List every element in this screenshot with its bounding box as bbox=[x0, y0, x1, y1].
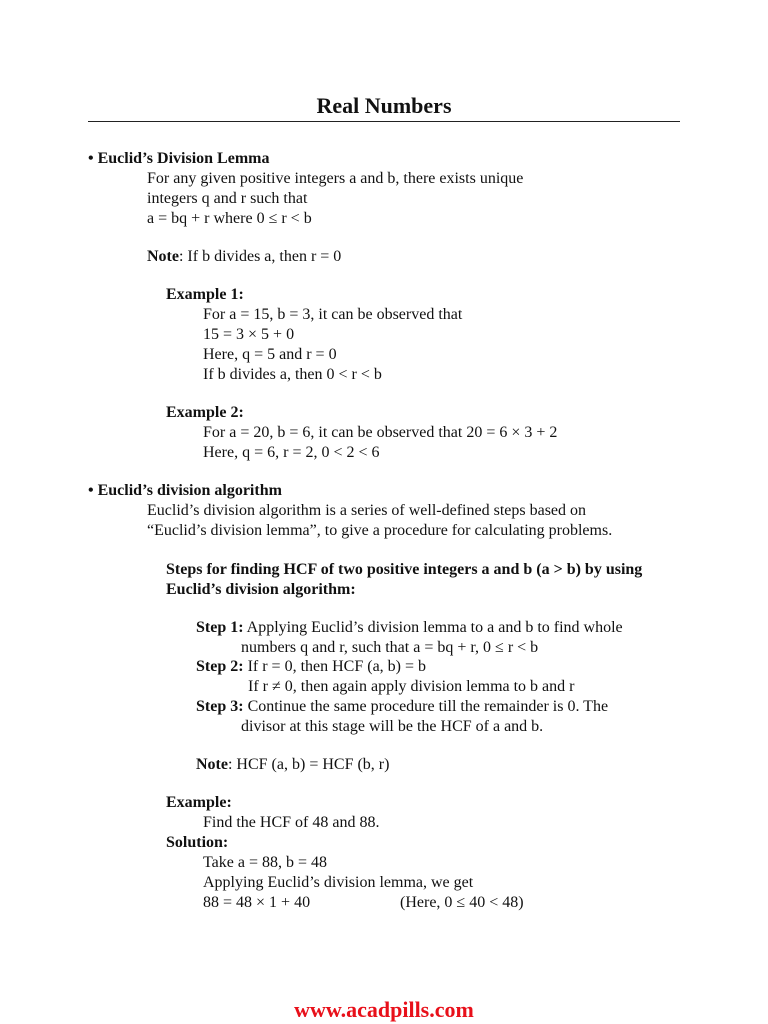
example-1-line-2: 15 = 3 × 5 + 0 bbox=[203, 326, 295, 343]
solution-label: Solution: bbox=[166, 834, 229, 851]
example-1-line-1: For a = 15, b = 3, it can be observed that bbox=[203, 306, 463, 323]
title-underline bbox=[88, 121, 680, 122]
section-heading-algorithm: • Euclid’s division algorithm bbox=[88, 482, 282, 499]
solution-line-1: Take a = 88, b = 48 bbox=[203, 854, 328, 871]
steps-heading-line-1: Steps for finding HCF of two positive integers a and b (a > b) by using bbox=[166, 561, 643, 578]
solution-line-2: Applying Euclid’s division lemma, we get bbox=[203, 874, 474, 891]
hcf-note-text: : HCF (a, b) = HCF (b, r) bbox=[227, 756, 390, 773]
lemma-line-1: For any given positive integers a and b, there exists unique bbox=[147, 170, 524, 187]
step-3 bbox=[196, 697, 608, 717]
example-1-line-4: If b divides a, then 0 < r < b bbox=[203, 366, 382, 383]
steps-heading-line-2: Euclid’s division algorithm: bbox=[166, 581, 356, 598]
lemma-line-3: a = bq + r where 0 ≤ r < b bbox=[147, 210, 312, 227]
example-2-line-1: For a = 20, b = 6, it can be observed that 20 = 6 × 3 + 2 bbox=[203, 424, 558, 441]
step-2-continuation: If r ≠ 0, then again apply division lemma to b and r bbox=[248, 678, 575, 695]
step-1-text: Applying Euclid’s division lemma to a and b to find whole bbox=[243, 619, 623, 636]
note-text: : If b divides a, then r = 0 bbox=[178, 248, 342, 265]
page-title: Real Numbers bbox=[316, 93, 452, 118]
website-footer-link[interactable]: www.acadpills.com bbox=[294, 997, 474, 1022]
example-1-label: Example 1: bbox=[166, 286, 244, 303]
step-3-text: Continue the same procedure till the remainder is 0. The bbox=[243, 698, 609, 715]
example-2-line-2: Here, q = 6, r = 2, 0 < 2 < 6 bbox=[203, 444, 380, 461]
step-3-continuation: divisor at this stage will be the HCF of a and b. bbox=[241, 718, 544, 735]
lemma-line-2: integers q and r such that bbox=[147, 190, 308, 207]
algorithm-line-2: “Euclid’s division lemma”, to give a procedure for calculating problems. bbox=[147, 522, 613, 539]
solution-line-3: 88 = 48 × 1 + 40 bbox=[203, 894, 311, 911]
example-question: Find the HCF of 48 and 88. bbox=[203, 814, 380, 831]
step-2-text: If r = 0, then HCF (a, b) = b bbox=[243, 658, 427, 675]
hcf-note-label: Note bbox=[196, 756, 228, 773]
example-1-line-3: Here, q = 5 and r = 0 bbox=[203, 346, 337, 363]
algorithm-line-1: Euclid’s division algorithm is a series of well-defined steps based on bbox=[147, 502, 587, 519]
step-3-label: Step 3: bbox=[196, 698, 244, 715]
hcf-note bbox=[196, 755, 389, 775]
step-1-continuation: numbers q and r, such that a = bq + r, 0 ≤ r < b bbox=[241, 639, 539, 656]
step-2-label: Step 2: bbox=[196, 658, 244, 675]
lemma-note bbox=[147, 247, 341, 267]
note-label: Note bbox=[147, 248, 179, 265]
step-1 bbox=[196, 618, 623, 638]
solution-line-3-aside: (Here, 0 ≤ 40 < 48) bbox=[400, 894, 524, 911]
section-heading-lemma: • Euclid’s Division Lemma bbox=[88, 150, 270, 167]
step-1-label: Step 1: bbox=[196, 619, 244, 636]
example-label: Example: bbox=[166, 794, 232, 811]
step-2 bbox=[196, 657, 426, 677]
example-2-label: Example 2: bbox=[166, 404, 244, 421]
